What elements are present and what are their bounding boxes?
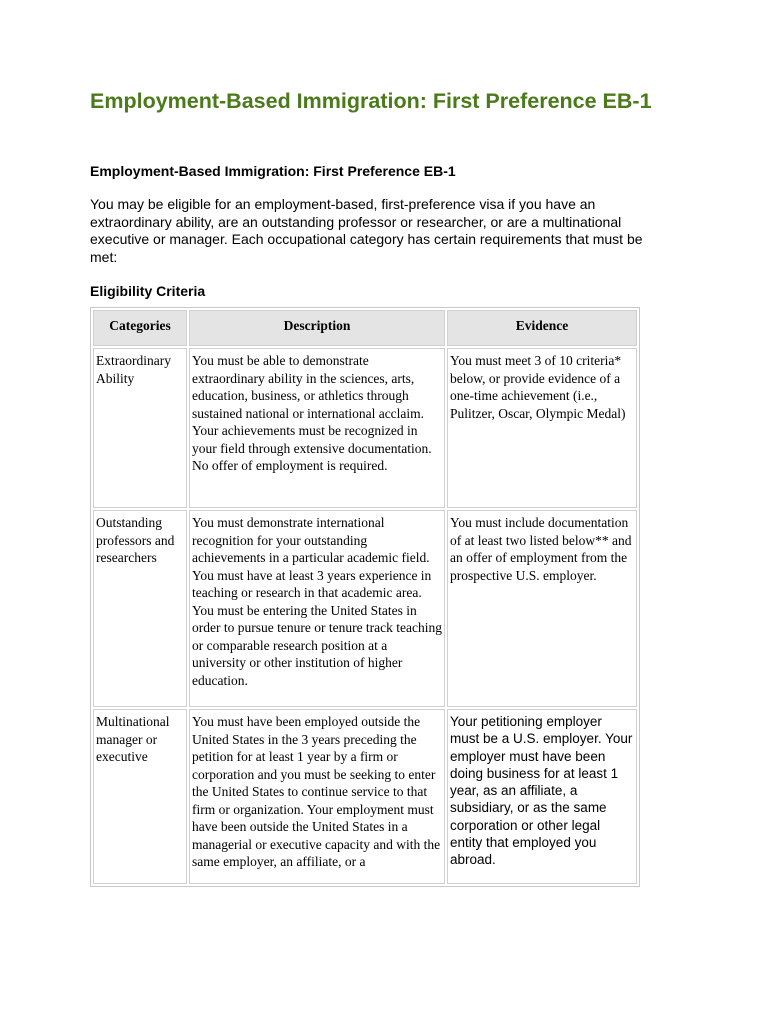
evidence-cell: You must include documentation of at least two listed below** and an offer of employment from the prospective U.S. employer. (447, 510, 637, 707)
column-header-categories: Categories (93, 310, 187, 346)
document-title: Employment-Based Immigration: First Preference EB-1 (90, 89, 652, 113)
document-subtitle: Employment-Based Immigration: First Preference EB-1 (90, 163, 456, 179)
category-cell: Extraordinary Ability (93, 348, 187, 508)
section-heading-eligibility: Eligibility Criteria (90, 283, 206, 299)
category-cell: Outstanding professors and researchers (93, 510, 187, 707)
description-cell (189, 709, 445, 884)
column-header-evidence: Evidence (447, 310, 637, 346)
table-row (93, 510, 637, 707)
description-cell: You must be able to demonstrate extraordinary ability in the sciences, arts, education, business, or athletics through sustained national or international acclaim. Your achievements must be recognized in your field through extensive documentation. No offer of employment is required. (189, 348, 445, 508)
description-text: You must have been employed outside the United States in the 3 years preceding the petition for at least 1 year by a firm or corporation and you must be seeking to enter the United States to continue service to that firm or organization. Your employment must have been outside the United States in a managerial or executive capacity and with the same employer, an affiliate, or a (192, 714, 441, 869)
intro-paragraph: You may be eligible for an employment-based, first-preference visa if you have an extraordinary ability, are an outstanding professor or researcher, or are a multinational executive or manager. Each occupational category has certain requirements that must be met: (90, 196, 643, 265)
table-header-row (93, 310, 637, 346)
table-row (93, 709, 637, 884)
category-text: Multinational manager or executive (96, 714, 170, 764)
table-row (93, 348, 637, 508)
column-header-description: Description (189, 310, 445, 346)
description-cell: You must demonstrate international recognition for your outstanding achievements in a particular academic field. You must have at least 3 years experience in teaching or research in that academic area. You must be entering the United States in order to pursue tenure or tenure track teaching or comparable research position at a university or other institution of higher education. (189, 510, 445, 707)
evidence-text: Your petitioning employer must be a U.S. employer. Your employer must have been doing business for at least 1 year, as an affiliate, a subsidiary, or as the same corporation or other legal entity that employed you abroad. (450, 714, 633, 868)
category-cell (93, 709, 187, 884)
eligibility-table (90, 307, 640, 887)
evidence-cell: You must meet 3 of 10 criteria* below, or provide evidence of a one-time achievement (i.e., Pulitzer, Oscar, Olympic Medal) (447, 348, 637, 508)
evidence-cell (447, 709, 637, 884)
